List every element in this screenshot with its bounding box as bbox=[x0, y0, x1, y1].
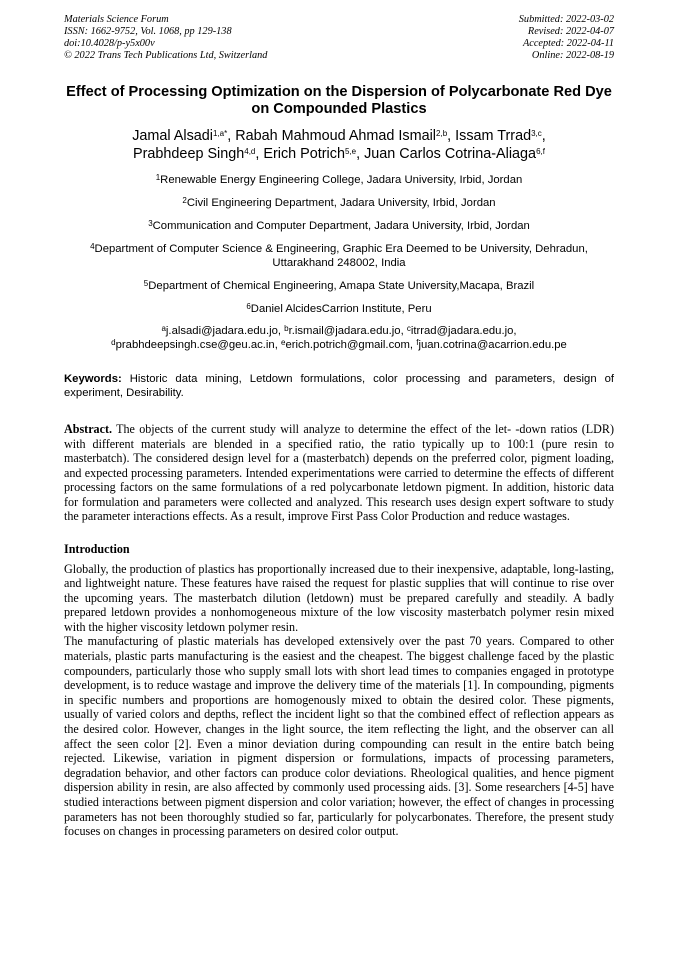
keywords bbox=[64, 372, 614, 400]
paragraph: Globally, the production of plastics has proportionally increased due to their inexpensive, adaptable, long-lasting, and lightweight nature. These features have raised the request for plastic supplies that will continue to rise over the upcoming years. The masterbatch dilution (letdown) must be prepared carefully and steadily. A badly prepared letdown provides a nonhomogeneous mixture of the low viscosity masterbatch polymer resin mixed with the higher viscosity letdown polymer resin. bbox=[64, 561, 614, 634]
author-sup: 4,d bbox=[244, 147, 256, 156]
paragraph: The manufacturing of plastic materials has developed extensively over the past 70 years. Compared to other materials, plastic parts manufacturing is the easiest and the cheapest. The biggest challenge faced by the plastic compounders, particularly those who supply small lots with short lead times to companies engaged in prototype development, is to reduce wastage and improve the delivery time of the materials [1]. In compounding, pigments in specific numbers and proportions are homogenously mixed to obtain the desired color. These pigments, usually of varied colors and depths, reflect the incident light so that the combined effect of reflection appears as the desired color. However, changes in the light source, the item reflecting the light, and the observer can all affect the seen color [2]. Even a minor deviation during compounding can result in the entire batch being rejected. Likewise, variation in pigment dispersion or formulations, impacts of processing parameters, degradation behavior, and other factors can produce color deviations. Rheological qualities, and hence pigment dispersion ability in resin, are also affected by commonly used processing aids. [3]. Some researchers [4-5] have studied interactions between pigment dispersion and color variation; however, the effect of changes in processing parameters has not been thoroughly studied so far, particularly for polycarbonates. Therefore, the present study focuses on changes in processing parameters on desired color output. bbox=[64, 634, 614, 839]
affiliation-text: Communication and Computer Department, Jadara University, Irbid, Jordan bbox=[152, 220, 530, 232]
author: Erich Potrich bbox=[263, 146, 345, 162]
affiliation-list bbox=[64, 173, 614, 316]
journal-header bbox=[64, 14, 614, 66]
email-sup: c bbox=[406, 324, 411, 333]
journal-copyright: © 2022 Trans Tech Publications Ltd, Switzerland bbox=[64, 50, 268, 61]
affiliation-sup: 5 bbox=[143, 279, 149, 288]
affiliation-sup: 1 bbox=[155, 173, 161, 182]
affiliation bbox=[64, 196, 614, 210]
affiliation-text: Daniel AlcidesCarrion Institute, Peru bbox=[250, 303, 432, 315]
author-sup: 3,c bbox=[531, 129, 542, 138]
email-link[interactable]: erich.potrich@gmail.com bbox=[285, 339, 410, 351]
date-revised: Revised: 2022-04-07 bbox=[527, 26, 614, 37]
author: Juan Carlos Cotrina-Aliaga bbox=[364, 146, 537, 162]
affiliation bbox=[64, 242, 614, 270]
email-sup: f bbox=[416, 338, 419, 347]
email-link[interactable]: prabhdeepsingh.cse@geu.ac.in bbox=[115, 339, 275, 351]
email-link[interactable]: j.alsadi@jadara.edu.jo bbox=[165, 325, 278, 337]
author: Issam Trrad bbox=[455, 128, 532, 144]
affiliation-sup: 6 bbox=[246, 302, 251, 311]
affiliation bbox=[64, 279, 614, 293]
affiliation-text: Department of Computer Science & Engineering, Graphic Era Deemed to be University, Dehradun, Uttarakhand 248002, India bbox=[94, 243, 588, 269]
affiliation bbox=[64, 302, 614, 316]
email-sup: a bbox=[161, 324, 166, 333]
affiliation-sup: 4 bbox=[90, 242, 95, 251]
affiliation-text: Renewable Energy Engineering College, Jadara University, Irbid, Jordan bbox=[160, 174, 523, 186]
author-sup: 6,f bbox=[536, 147, 545, 156]
affiliation-text: Department of Chemical Engineering, Amapa State University,Macapa, Brazil bbox=[148, 280, 535, 292]
affiliation bbox=[64, 173, 614, 187]
section-heading-introduction: Introduction bbox=[64, 541, 130, 556]
email-link[interactable]: juan.cotrina@acarrion.edu.pe bbox=[418, 339, 567, 351]
keywords-label: Keywords: bbox=[64, 373, 122, 385]
keywords-text: Historic data mining, Letdown formulations, color processing and parameters, design of experiment, Desirability. bbox=[64, 373, 615, 399]
date-online: Online: 2022-08-19 bbox=[531, 50, 614, 61]
author-list: Jamal Alsadi$^{1,a*}$, Rabah Mahmoud Ahmad Ismail$^{2,b}$, Issam Trrad$^{3,c}$, Prabhdeep Singh$^{4,d}$, Erich Potrich$^{5,e}$, Juan Carlos Cotrina-Aliaga$^{6,f}$ bbox=[132, 128, 546, 162]
abstract-text: The objects of the current study will analyze to determine the effect of the let- -down ratios (LDR) with different materials are blended in a specified ratio, the ratio typically up to 100:1 (pure resin to masterbatch). The considered design level for a (masterbatch) depends on the preferred color, pigment loading, and expected processing parameters. Intended experimentations were carried to determine the effects of different processing factors on the same formulations of a red polycarbonate letdown pigment. In addition, historic data for formulation and parameters were collected and analyzed. This research uses design expert software to study the parameter interactions effects. As a result, improve First Pass Color Production and reduce wastages. bbox=[64, 422, 614, 523]
email-sup: b bbox=[284, 324, 289, 333]
affiliation-sup: 2 bbox=[182, 196, 187, 205]
author-sup: 1,a* bbox=[213, 129, 228, 138]
abstract-label: Abstract. bbox=[64, 422, 113, 436]
affiliation-sup: 3 bbox=[148, 219, 153, 228]
abstract bbox=[64, 422, 614, 524]
date-accepted: Accepted: 2022-04-11 bbox=[522, 38, 614, 49]
journal-name: Materials Science Forum bbox=[64, 14, 169, 25]
paper-title: Effect of Processing Optimization on the Dispersion of Polycarbonate Red Dye on Compounded Plastics bbox=[66, 84, 612, 117]
affiliation bbox=[64, 219, 614, 233]
author-sup: 2,b bbox=[436, 129, 448, 138]
submission-dates bbox=[519, 14, 614, 62]
journal-info bbox=[64, 14, 267, 62]
author: Jamal Alsadi bbox=[132, 128, 213, 144]
paper-page bbox=[64, 14, 614, 839]
author: Prabhdeep Singh bbox=[133, 146, 245, 162]
affiliation-text: Civil Engineering Department, Jadara University, Irbid, Jordan bbox=[186, 197, 496, 209]
email-link[interactable]: r.ismail@jadara.edu.jo bbox=[288, 325, 401, 337]
email-sup: e bbox=[280, 338, 286, 347]
email-link[interactable]: itrrad@jadara.edu.jo bbox=[410, 325, 514, 337]
email-list: $^a$j.alsadi@jadara.edu.jo, $^b$r.ismail@jadara.edu.jo, $^c$itrrad@jadara.edu.jo, $^d$prabhdeepsingh.cse@geu.ac.in, $^e$erich.potrich@gmail.com, $^f$juan.cotrina@acarrion.edu.pe bbox=[111, 324, 567, 351]
journal-issn: ISSN: 1662-9752, Vol. 1068, pp 129-138 bbox=[64, 26, 232, 37]
author-sup: 5,e bbox=[344, 147, 357, 156]
email-sup: d bbox=[111, 338, 116, 347]
date-submitted: Submitted: 2022-03-02 bbox=[518, 14, 614, 25]
journal-doi[interactable]: doi:10.4028/p-y5x00v bbox=[64, 38, 155, 49]
author: Rabah Mahmoud Ahmad Ismail bbox=[235, 128, 437, 144]
